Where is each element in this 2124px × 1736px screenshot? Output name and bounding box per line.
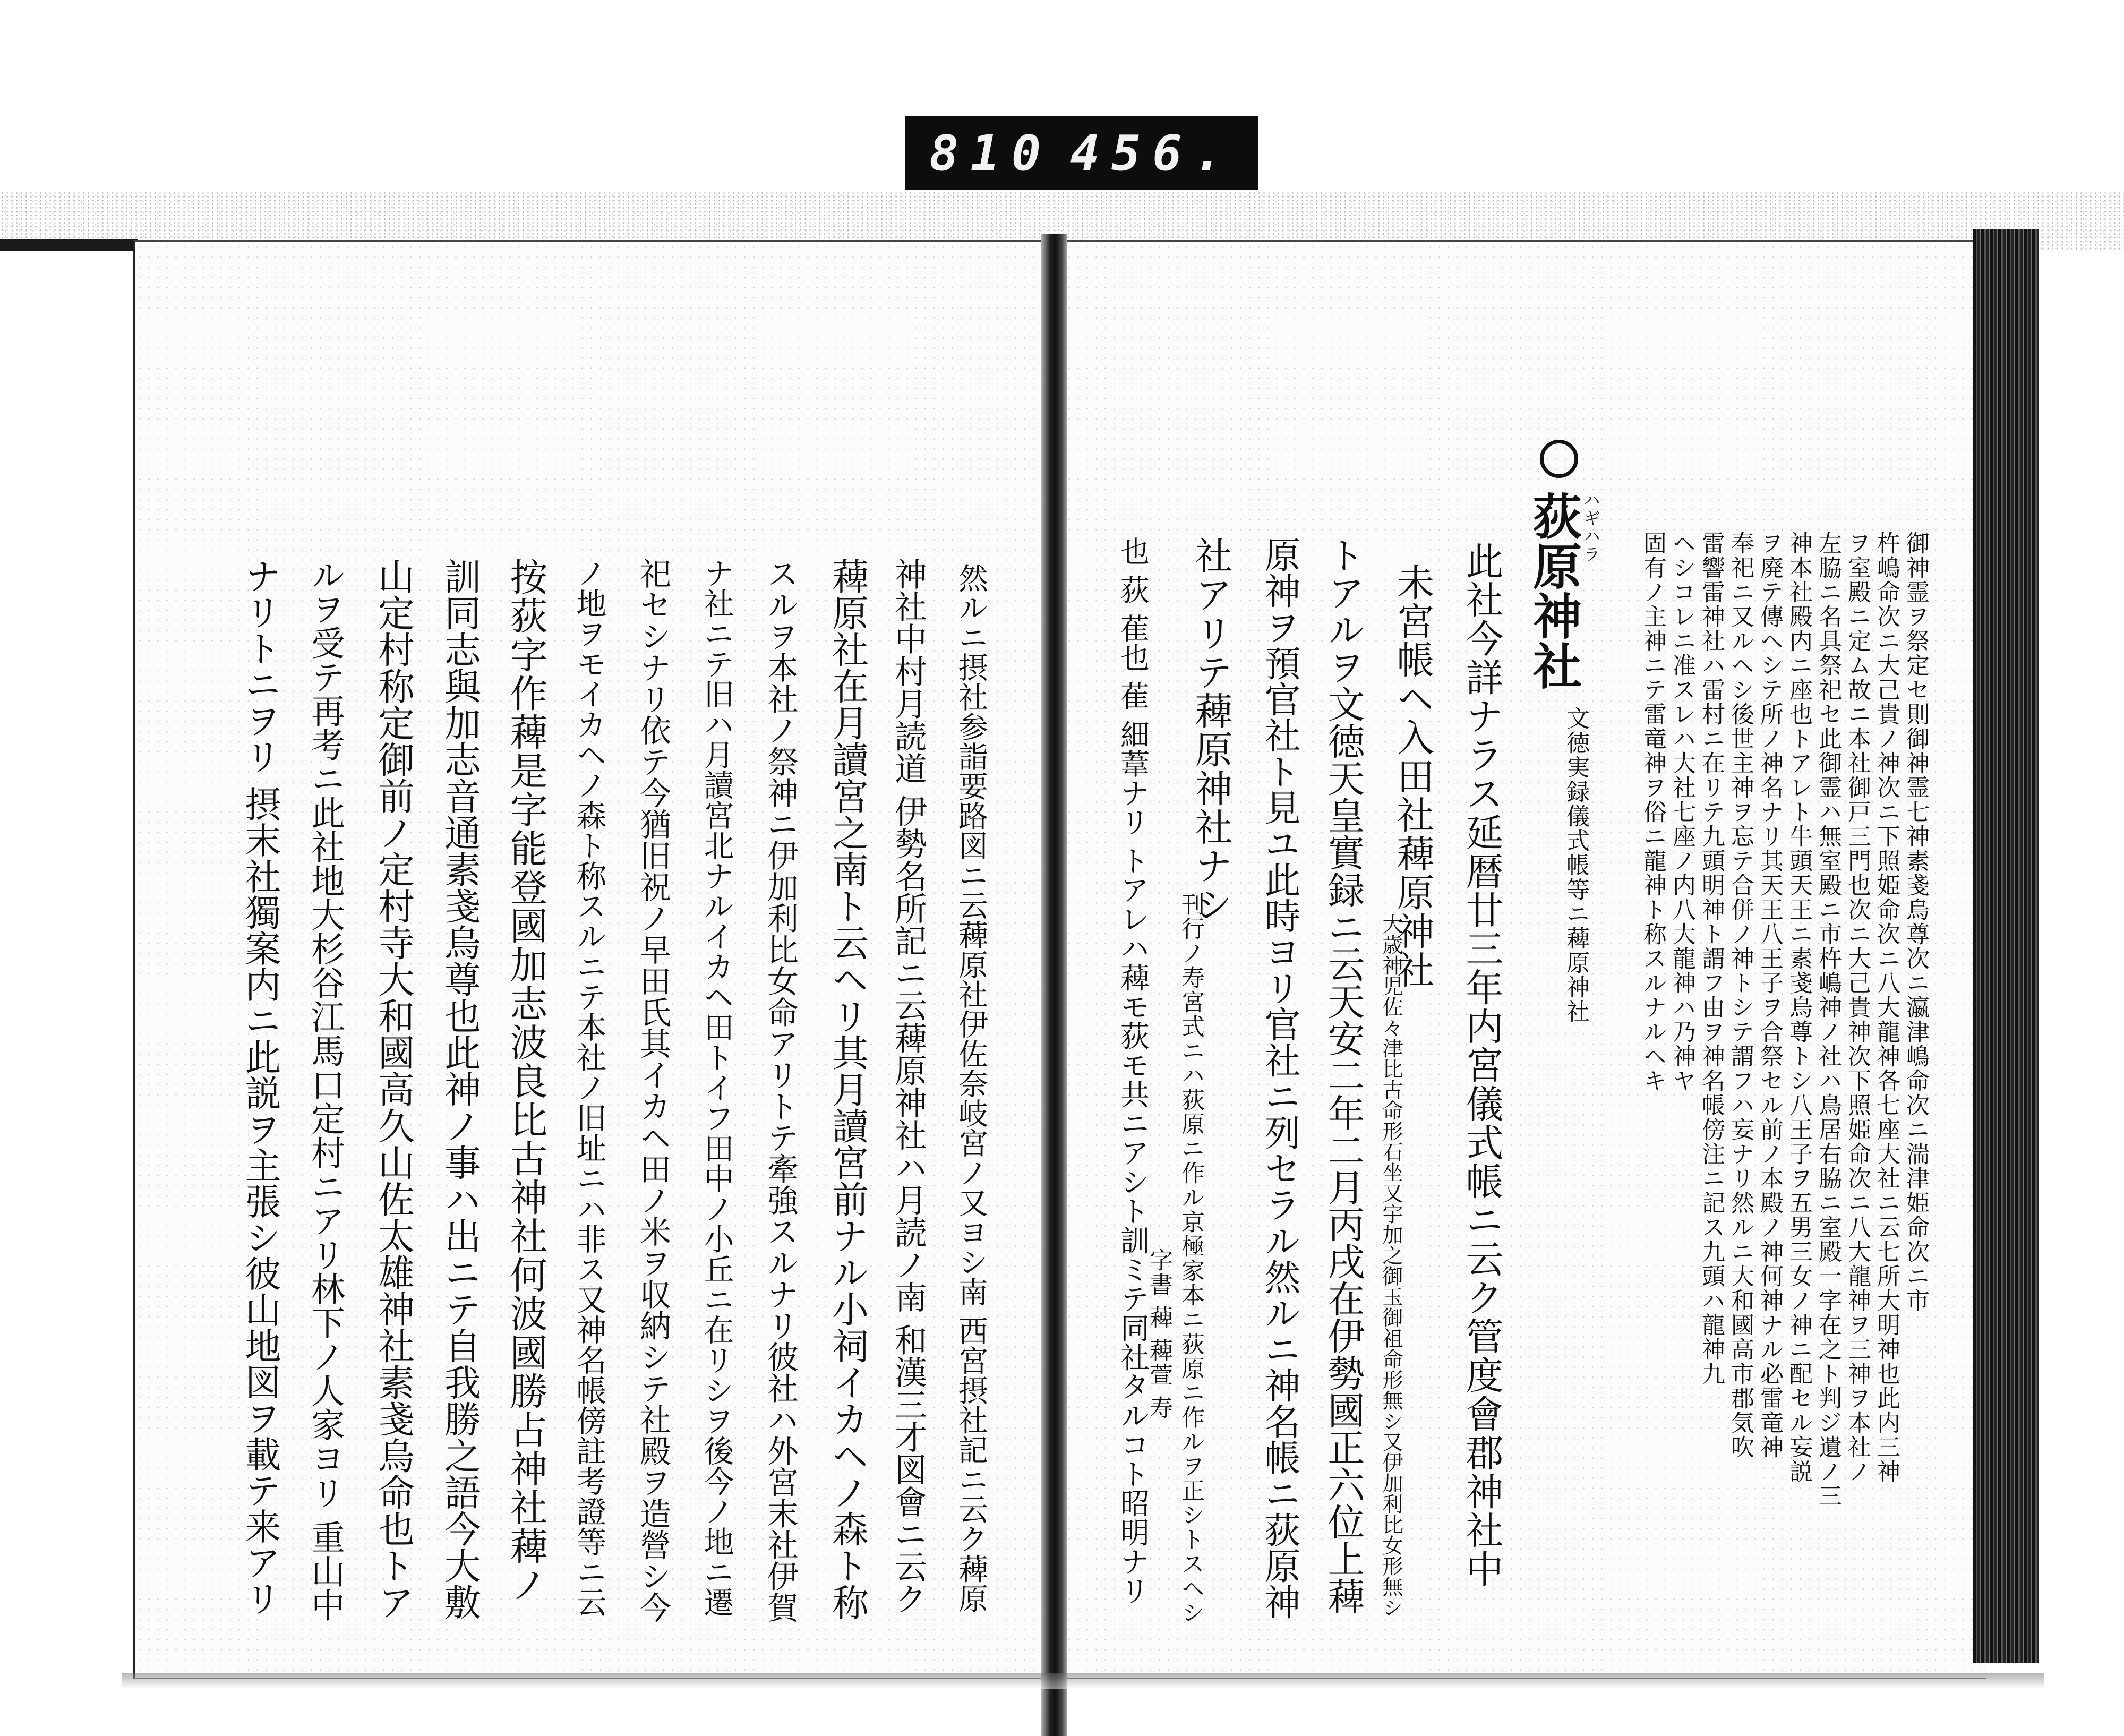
shrine-title-ruby: ハギハラ [1581, 491, 1601, 563]
right-body-note-2: 刊行ノ寿宮式ニハ荻原ニ作ル京極家本ニ荻原ニ作ルヲ正シトスヘシ [1177, 892, 1204, 1625]
right-col-7: 奉祀ニ又ルヘシ後世主神ヲ忘テ合併ノ神トシテ謂フハ妄ナリ然ルニ大和國高市郡気吹 [1727, 531, 1754, 1459]
left-col-10: 山定村称定御前ノ定村寺大和國高久山佐太雄神社素戔烏命也トア [372, 558, 414, 1620]
left-col-9: 訓同志與加志音通素戔烏尊也此神ノ事ハ出ニテ自我勝之語今大敷 [438, 558, 481, 1620]
shrine-title: 荻原神社 [1525, 491, 1582, 691]
right-col-2: 杵嶋命次ニ大己貴ノ神次ニ下照姫命次ニ八大龍神各七座大社ニ云七所大明神也此内三神 [1873, 531, 1900, 1484]
left-col-6: 祀セシナリ依テ今猶旧祝ノ早田氏其イカヘ田ノ米ヲ収納シテ社殿ヲ造營シ今 [635, 558, 671, 1623]
right-col-6: ヲ廃テ傳ヘシテ所ノ神名ナリ其天王八王子ヲ合祭セル前ノ本殿ノ神何神ナル必雷竜神 [1756, 531, 1783, 1459]
right-body-line-2: 未宮帳ヘ入田社薭原神社 [1391, 563, 1435, 989]
left-col-3: 薭原社在月讀宮之南ト云ヘリ其月讀宮前ナル小祠イカヘノ森ト称 [826, 558, 868, 1620]
right-col-5: 神本社殿内ニ座也トアレト牛頭天王ニ素戔烏尊トシ八王子ヲ五男三女ノ神ニ配セル妄説 [1785, 531, 1812, 1484]
right-col-8: 雷響雷神社ハ雷村ニ在リテ九頭明神ト謂フ由ヲ神名帳傍注ニ記ス九頭ハ龍神九 [1698, 531, 1725, 1386]
catalog-label [905, 116, 1258, 190]
left-col-11: ルヲ受テ再考ニ此社地大杉谷江馬口定村ニアリ林下ノ人家ヨリ 重山中 [305, 558, 345, 1622]
right-col-4: 左脇ニ名具祭祀セ此御霊ハ無室殿ニ市杵嶋神ノ社ハ鳥居右脇ニ室殿一字在之ト判ジ遺ノ三 [1814, 531, 1842, 1508]
left-col-1: 然ルニ摂社参詣要路図ニ云薭原社伊佐奈岐宮ノ又ヨシ南 西宮摂社記ニ云ク薭原 [954, 563, 988, 1613]
right-body-line-6: 也 荻 萑也 萑 細葦ナリ トアレハ薭モ荻モ共ニアシト訓ミテ同社タルコト昭明ナリ [1116, 536, 1150, 1605]
left-edge-strip [0, 239, 138, 251]
catalog-number-left: 810 [929, 124, 1053, 182]
shrine-subtitle: 文徳実録儀式帳等ニ薭原神社 [1562, 706, 1589, 1024]
left-col-4: スルヲ本社ノ祭神ニ伊加利比女命アリトテ牽強スルナリ彼社ハ外宮末社伊賀 [762, 558, 799, 1623]
right-body-line-1: 此社今詳ナラス延暦廿三年内宮儀式帳ニ云ク管度會郡神社中 [1460, 542, 1504, 1588]
section-circle-mark [1540, 440, 1578, 478]
bottom-shadow [122, 1673, 2044, 1689]
right-body-line-4: 原神ヲ預官社ト見ユ此時ヨリ官社ニ列セラル然ルニ神名帳ニ荻原神 [1258, 536, 1300, 1620]
right-col-1: 御神霊ヲ祭定セ則御神霊七神素戔烏尊次ニ瀛津嶋命次ニ湍津姫命次ニ市 [1902, 531, 1929, 1313]
left-col-12: ナリトニヲリ 摂末社獨案内ニ此説ヲ主張シ彼山地図ヲ載テ来アリ [239, 558, 281, 1617]
right-col-9: ヘシコレニ准スレハ大社七座ノ内八大龍神ハ乃神ヤ [1668, 531, 1695, 1093]
left-col-5: ナ社ニテ旧ハ月讀宮北ナルイカヘ田トイフ田中ノ小丘ニ在リシヲ後今ノ地ニ遷 [699, 558, 734, 1617]
catalog-number-right: 456. [1070, 124, 1235, 182]
left-col-8: 按荻字作薭是字能登國加志波良比古神社何波國勝占神社薭ノ [504, 558, 548, 1604]
left-col-7: ノ地ヲモイカヘノ森ト称スルニテ本社ノ旧址ニハ非ス又神名帳傍註考證等ニ云 [571, 558, 606, 1617]
book-gutter [1041, 234, 1067, 1736]
right-body-note-1: 大歳神児佐々津比古命形石坐又宇加之御玉御祖命形無シ又伊加利比女形無シ [1379, 913, 1403, 1618]
page-edges [1973, 229, 2039, 1663]
right-body-note-3: 字書 薭 薭萱 寿 [1145, 1248, 1172, 1420]
right-col-10: 固有ノ主神ニテ雷竜神ヲ俗ニ龍神ト称スルナルヘキ [1639, 531, 1666, 1093]
right-col-3: ヲ室殿ニ定ム故ニ本社御戸三門也次ニ大己貴神次下照姫命次ニ八大龍神ヲ三神ヲ本社ノ [1844, 531, 1871, 1484]
right-body-line-3: トアルヲ文徳天皇實録ニ云天安二年二月丙戌在伊勢國正六位上薭 [1322, 536, 1365, 1614]
right-body-line-5: 社アリテ薭原神社ナシ [1189, 536, 1233, 924]
left-col-2: 神社中村月読道 伊勢名所記ニ云薭原神社ハ月読ノ南 和漢三才図會ニ云ク [889, 558, 927, 1615]
